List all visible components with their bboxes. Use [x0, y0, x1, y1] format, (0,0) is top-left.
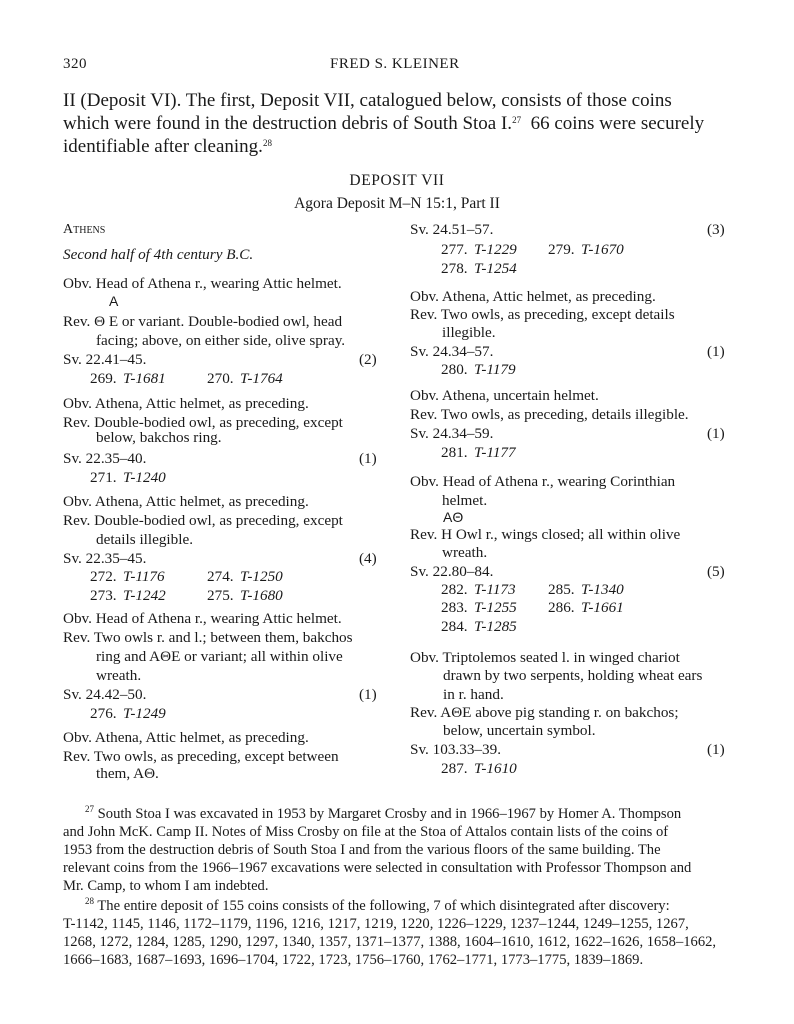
coin-description: Obv. Athena, uncertain helmet.	[410, 387, 599, 404]
svoronos-ref: Sv. 22.80–84.	[410, 563, 494, 580]
inventory-number[interactable]: T-1340	[581, 581, 624, 598]
footnote-line: T-1142, 1145, 1146, 1172–1179, 1196, 1216, 1217, 1219, 1220, 1226–1229, 1237–1244, 1249–1255, 1267,	[63, 916, 689, 932]
inventory-number[interactable]: T-1661	[581, 599, 624, 616]
svoronos-ref: Sv. 24.34–59.	[410, 425, 494, 442]
period-heading: Second half of 4th century B.C.	[63, 246, 254, 263]
running-title: FRED S. KLEINER	[330, 56, 460, 72]
inventory-number[interactable]: T-1179	[474, 361, 516, 378]
catalog-number: 269.	[90, 370, 117, 387]
svoronos-ref: Sv. 22.35–40.	[63, 450, 147, 467]
coin-description: Rev. Θ E or variant. Double-bodied owl, head	[63, 313, 343, 330]
coin-description: Rev. Two owls, as preceding, details illegible.	[410, 406, 689, 423]
coin-count: (1)	[359, 450, 377, 467]
inventory-number[interactable]: T-1254	[474, 260, 517, 277]
catalog-number: 277.	[441, 241, 468, 258]
inventory-number[interactable]: T-1177	[474, 444, 516, 461]
coin-description: Rev. Two owls, as preceding, except details	[410, 306, 675, 323]
inventory-number[interactable]: T-1285	[474, 618, 517, 635]
coin-description: drawn by two serpents, holding wheat ears	[443, 667, 703, 684]
footnote-line: relevant coins from the 1966–1967 excavations were selected in consultation with Professor Thompson and	[63, 860, 692, 876]
catalog-number: 280.	[441, 361, 468, 378]
catalog-number: 273.	[90, 587, 117, 604]
svoronos-ref: Sv. 24.34–57.	[410, 343, 494, 360]
coin-count: (3)	[707, 221, 725, 238]
catalog-number: 287.	[441, 760, 468, 777]
coin-description: Rev. Two owls, as preceding, except between	[63, 748, 339, 765]
inventory-number[interactable]: T-1764	[240, 370, 283, 387]
intro-line-1: II (Deposit VI). The first, Deposit VII, catalogued below, consists of those coins	[63, 90, 672, 111]
coin-description: ring and AΘE or variant; all within olive	[96, 648, 343, 665]
coin-description: Obv. Triptolemos seated l. in winged chariot	[410, 649, 680, 666]
svoronos-ref: Sv. 24.42–50.	[63, 686, 147, 703]
svoronos-ref: Sv. 22.41–45.	[63, 351, 147, 368]
inventory-number[interactable]: T-1229	[474, 241, 517, 258]
footnote-mark: 28	[85, 896, 94, 906]
svoronos-ref: Sv. 103.33–39.	[410, 741, 501, 758]
catalog-number: 286.	[548, 599, 575, 616]
coin-description: Obv. Head of Athena r., wearing Attic helmet.	[63, 275, 342, 292]
deposit-subtitle: Agora Deposit M–N 15:1, Part II	[294, 195, 500, 212]
inventory-number[interactable]: T-1242	[123, 587, 166, 604]
coin-count: (5)	[707, 563, 725, 580]
inventory-number[interactable]: T-1681	[123, 370, 166, 387]
coin-description: Rev. Double-bodied owl, as preceding, except	[63, 512, 343, 529]
coin-count: (1)	[707, 343, 725, 360]
footnote-line: and John McK. Camp II. Notes of Miss Crosby on file at the Stoa of Attalos contain lists of the coins of	[63, 824, 669, 840]
footnote-line: 1666–1683, 1687–1693, 1696–1704, 1722, 1723, 1756–1760, 1762–1771, 1773–1775, 1839–1869.	[63, 952, 644, 968]
catalog-number: 271.	[90, 469, 117, 486]
coin-count: (4)	[359, 550, 377, 567]
coin-description: helmet.	[442, 492, 488, 509]
coin-description: Rev. AΘE above pig standing r. on bakchos;	[410, 704, 679, 721]
coin-description: Rev. H Owl r., wings closed; all within olive	[410, 526, 681, 543]
inventory-number[interactable]: T-1173	[474, 581, 516, 598]
monogram-text: A	[109, 293, 119, 309]
coin-count: (1)	[707, 425, 725, 442]
footnote-line: 1268, 1272, 1284, 1285, 1290, 1297, 1340, 1357, 1371–1377, 1388, 1604–1610, 1612, 1622–1626, 1658–1662,	[63, 934, 717, 950]
footnote-ref-28[interactable]: 28	[262, 138, 272, 148]
svoronos-ref: Sv. 22.35–45.	[63, 550, 147, 567]
inventory-number[interactable]: T-1255	[474, 599, 517, 616]
coin-description: illegible.	[442, 324, 496, 341]
coin-description: Obv. Athena, Attic helmet, as preceding.	[410, 288, 656, 305]
inventory-number[interactable]: T-1176	[123, 568, 165, 585]
catalog-number: 276.	[90, 705, 117, 722]
catalog-number: 283.	[441, 599, 468, 616]
coin-description: wreath.	[96, 667, 142, 684]
coin-description: them, AΘ.	[96, 765, 159, 782]
coin-count: (2)	[359, 351, 377, 368]
coin-count: (1)	[707, 741, 725, 758]
page-number: 320	[63, 56, 87, 72]
deposit-title: DEPOSIT VII	[349, 172, 445, 189]
inventory-number[interactable]: T-1610	[474, 760, 517, 777]
coin-description: below, bakchos ring.	[96, 429, 222, 446]
coin-description: Obv. Head of Athena r., wearing Corinthian	[410, 473, 676, 490]
catalog-number: 285.	[548, 581, 575, 598]
catalog-number: 278.	[441, 260, 468, 277]
coin-description: Rev. Double-bodied owl, as preceding, except	[63, 414, 343, 431]
coin-description: Obv. Athena, Attic helmet, as preceding.	[63, 729, 309, 746]
coin-description: below, uncertain symbol.	[443, 722, 596, 739]
coin-description: Obv. Head of Athena r., wearing Attic helmet.	[63, 610, 342, 627]
catalog-number: 282.	[441, 581, 468, 598]
coin-description: in r. hand.	[443, 686, 504, 703]
footnote-28: $^{28}$ The entire deposit of 155 coins consists of the following, 7 of which disintegrated after discovery:	[85, 896, 670, 914]
catalog-number: 279.	[548, 241, 575, 258]
region-heading: Athens	[63, 222, 106, 237]
inventory-number[interactable]: T-1670	[581, 241, 624, 258]
catalog-number: 270.	[207, 370, 234, 387]
coin-count: (1)	[359, 686, 377, 703]
footnote-27: $^{27}$ South Stoa I was excavated in 1953 by Margaret Crosby and in 1966–1967 by Homer A. Thompson	[85, 804, 682, 822]
monogram-text: AΘ	[443, 509, 464, 525]
catalog-number: 284.	[441, 618, 468, 635]
svoronos-ref: Sv. 24.51–57.	[410, 221, 494, 238]
coin-description: details illegible.	[96, 531, 194, 548]
coin-description: facing; above, on either side, olive spray.	[96, 332, 346, 349]
catalog-number: 272.	[90, 568, 117, 585]
coin-description: Obv. Athena, Attic helmet, as preceding.	[63, 493, 309, 510]
intro-line-3: identifiable after cleaning.$^{28}$	[63, 136, 272, 157]
inventory-number[interactable]: T-1240	[123, 469, 166, 486]
inventory-number[interactable]: T-1250	[240, 568, 283, 585]
footnote-mark: 27	[85, 804, 94, 814]
footnote-line: 1953 from the destruction debris of South Stoa I and from the various floors of the same building. The	[63, 842, 661, 858]
footnote-ref-27[interactable]: 27	[512, 115, 522, 125]
catalog-number: 274.	[207, 568, 234, 585]
coin-description: Rev. Two owls r. and l.; between them, bakchos	[63, 629, 353, 646]
inventory-number[interactable]: T-1249	[123, 705, 166, 722]
footnotes	[63, 0, 733, 1000]
catalog-number: 275.	[207, 587, 234, 604]
coin-description: wreath.	[442, 544, 488, 561]
inventory-number[interactable]: T-1680	[240, 587, 283, 604]
intro-line-2: which were found in the destruction debris of South Stoa I.$^{27}$ 66 coins were securely	[63, 113, 705, 134]
catalog-number: 281.	[441, 444, 468, 461]
coin-description: Obv. Athena, Attic helmet, as preceding.	[63, 395, 309, 412]
footnote-line: Mr. Camp, to whom I am indebted.	[63, 878, 269, 894]
